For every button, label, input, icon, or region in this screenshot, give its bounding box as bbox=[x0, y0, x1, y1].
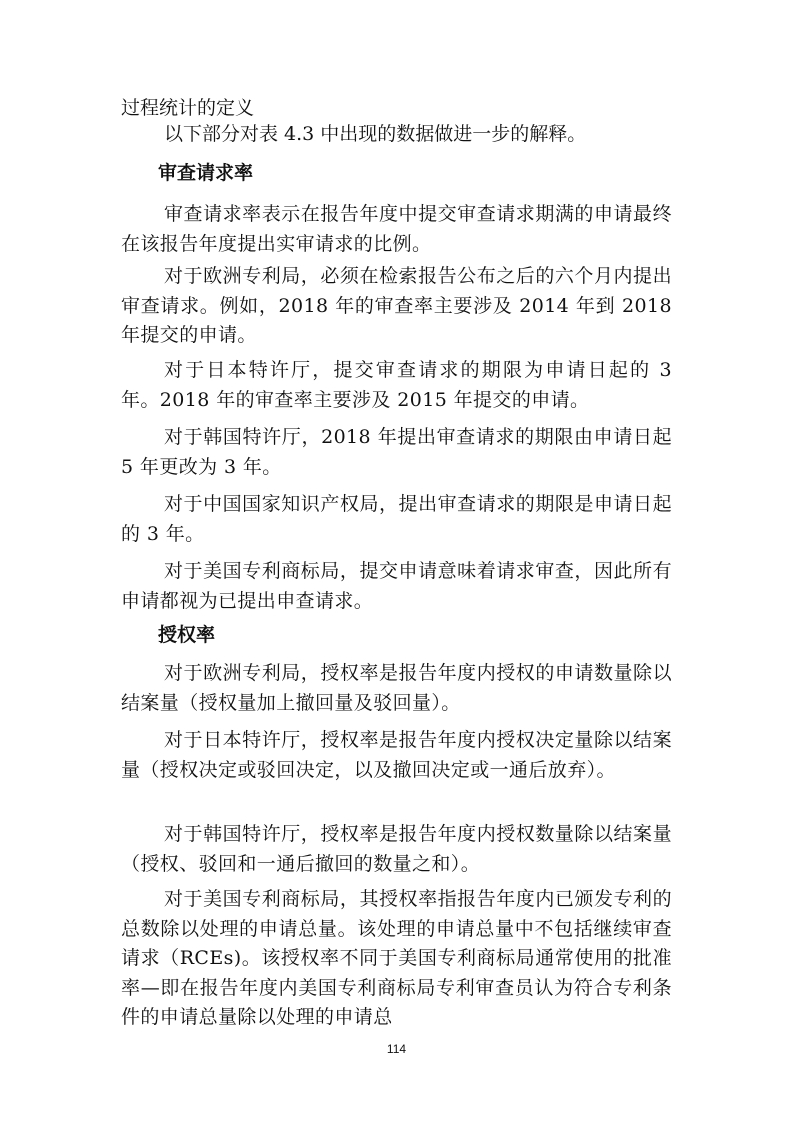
section-title: 过程统计的定义 bbox=[121, 97, 255, 119]
exam-paragraph bbox=[121, 356, 672, 415]
paragraph-text: 对于韩国特许厅，2018 年提出审查请求的期限由申请日起 5 年更改为 3 年。 bbox=[121, 426, 672, 478]
exam-rate-heading: 审查请求率 bbox=[158, 162, 254, 184]
paragraph-text: 审查请求率表示在报告年度中提交审查请求期满的申请最终在该报告年度提出实审请求的比例。 bbox=[121, 203, 672, 255]
page-number: 114 bbox=[386, 1042, 407, 1056]
exam-heading-block bbox=[121, 160, 672, 186]
exam-paragraph bbox=[121, 557, 672, 616]
paragraph-text: 对于中国国家知识产权局，提出审查请求的期限是申请日起的 3 年。 bbox=[121, 493, 672, 545]
exam-paragraph bbox=[121, 490, 672, 549]
paragraph-text: 对于欧洲专利局，授权率是报告年度内授权的申请数量除以结案量（授权量加上撤回量及驳回量）。 bbox=[121, 662, 672, 714]
grant-rate-heading: 授权率 bbox=[158, 624, 216, 646]
exam-paragraph bbox=[121, 200, 672, 259]
paragraph-text: 对于美国专利商标局，提交申请意味着请求审查，因此所有申请都视为已提出申查请求。 bbox=[121, 560, 672, 612]
exam-paragraph bbox=[121, 262, 672, 351]
paragraph-text: 对于日本特许厅，授权率是报告年度内授权决定量除以结案量（授权决定或驳回决定，以及撤回决定或一通后放弃）。 bbox=[121, 729, 672, 781]
exam-paragraph bbox=[121, 423, 672, 482]
grant-paragraph bbox=[121, 659, 672, 718]
section-intro: 以下部分对表 4.3 中出现的数据做进一步的解释。 bbox=[164, 123, 587, 145]
paragraph-text: 对于韩国特许厅，授权率是报告年度内授权数量除以结案量（授权、驳回和一通后撤回的数量之和）。 bbox=[121, 823, 672, 875]
grant-heading-block bbox=[121, 622, 672, 648]
grant-paragraph bbox=[121, 885, 672, 1033]
grant-paragraph bbox=[121, 726, 672, 785]
grant-paragraph bbox=[121, 820, 672, 879]
paragraph-text: 对于日本特许厅，提交审查请求的期限为申请日起的 3 年。2018 年的审查率主要涉及 2015 年提交的申请。 bbox=[121, 359, 672, 411]
paragraph-text: 对于美国专利商标局，其授权率指报告年度内已颁发专利的总数除以处理的申请总量。该处理的申请总量中不包括继续审查请求（RCEs)。该授权率不同于美国专利商标局通常使用的批准率—即在报告年度内美国专利商标局专利审查员认为符合专利条件的申请总量除以处理的申请总 bbox=[121, 888, 672, 1028]
section-header bbox=[121, 95, 672, 147]
paragraph-text: 对于欧洲专利局，必须在检索报告公布之后的六个月内提出审查请求。例如，2018 年的审查率主要涉及 2014 年到 2018 年提交的申请。 bbox=[121, 265, 672, 346]
